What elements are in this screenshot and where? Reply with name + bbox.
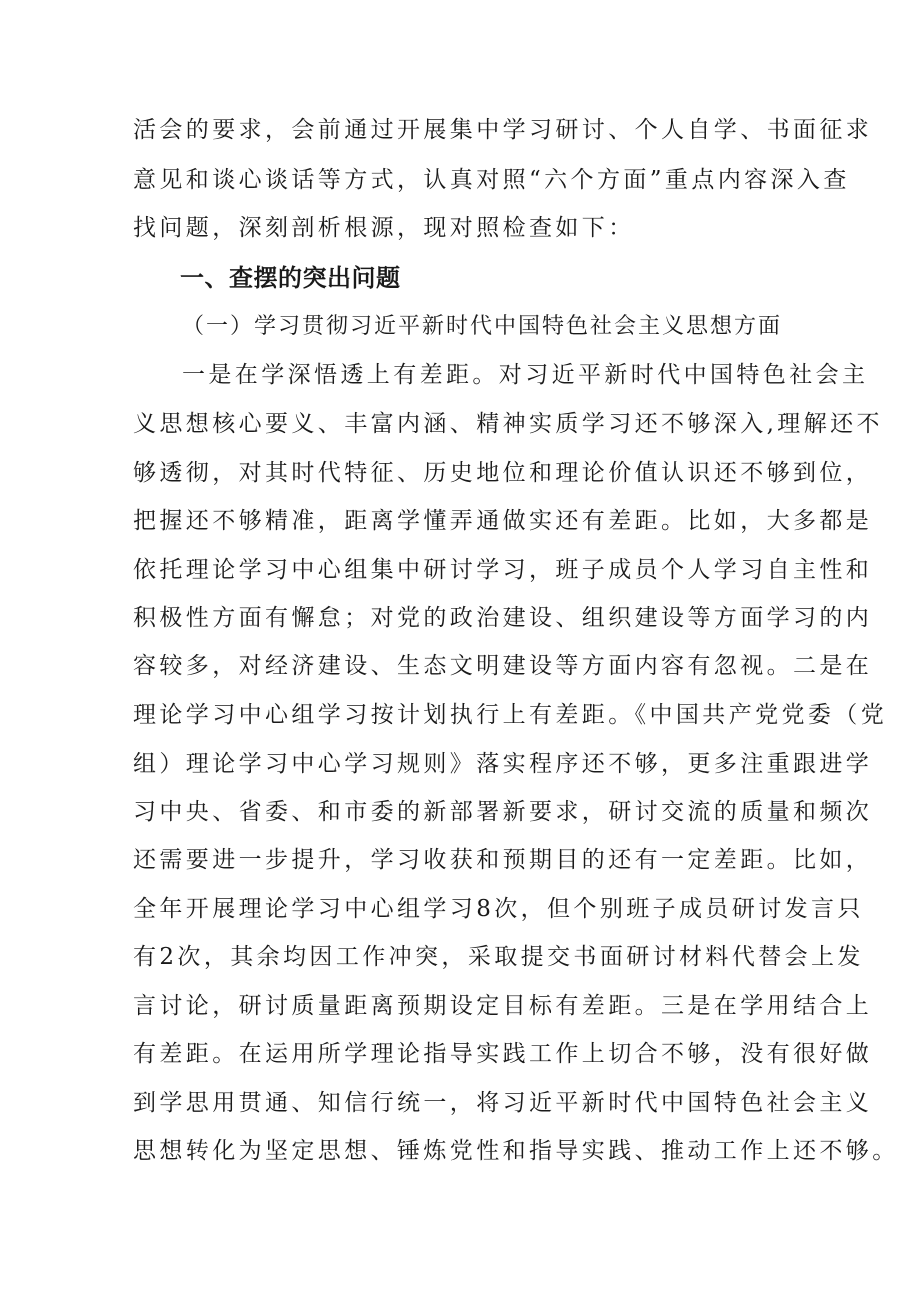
text-line: 把握还不够精准，距离学懂弄通做实还有差距。比如，大多都是	[133, 508, 873, 534]
text-line: 积极性方面有懈怠；对党的政治建设、组织建设等方面学习的内	[133, 605, 873, 631]
text-line: 依托理论学习中心组集中研讨学习，班子成员个人学习自主性和	[133, 557, 873, 583]
text-line: 有差距。在运用所学理论指导实践工作上切合不够，没有很好做	[133, 1041, 873, 1067]
text-line: 到学思用贯通、知信行统一，将习近平新时代中国特色社会主义	[133, 1090, 873, 1116]
text-line: 容较多，对经济建设、生态文明建设等方面内容有忽视。二是在	[133, 653, 873, 679]
text-line: 思想转化为坚定思想、锤炼党性和指导实践、推动工作上还不够。	[133, 1138, 899, 1164]
text-line: 还需要进一步提升，学习收获和预期目的还有一定差距。比如，	[133, 847, 873, 873]
text-line: 理论学习中心组学习按计划执行上有差距。《中国共产党党委（党	[133, 702, 888, 728]
text-line: 意见和谈心谈话等方式，认真对照“六个方面”重点内容深入查	[133, 167, 850, 193]
text-line: 言讨论，研讨质量距离预期设定目标有差距。三是在学用结合上	[133, 993, 873, 1019]
subsection-heading: （一）学习贯彻习近平新时代中国特色社会主义思想方面	[182, 314, 783, 339]
section-heading: 一、查摆的突出问题	[180, 264, 401, 292]
text-line: 活会的要求，会前通过开展集中学习研讨、个人自学、书面征求	[133, 117, 873, 143]
text-line: 有2次，其余均因工作冲突，采取提交书面研讨材料代替会上发	[133, 944, 864, 970]
text-line: 全年开展理论学习中心组学习8次，但个别班子成员研讨发言只	[133, 896, 864, 922]
text-line: 习中央、省委、和市委的新部署新要求，研讨交流的质量和频次	[133, 799, 873, 825]
text-line: 一是在学深悟透上有差距。对习近平新时代中国特色社会主	[182, 362, 869, 388]
text-line: 组）理论学习中心学习规则》落实程序还不够，更多注重跟进学	[133, 751, 873, 777]
text-line: 义思想核心要义、丰富内涵、精神实质学习还不够深入,理解还不	[133, 411, 883, 437]
text-line: 够透彻，对其时代特征、历史地位和理论价值认识还不够到位，	[133, 460, 873, 486]
text-line: 找问题，深刻剖析根源，现对照检查如下：	[133, 215, 635, 241]
